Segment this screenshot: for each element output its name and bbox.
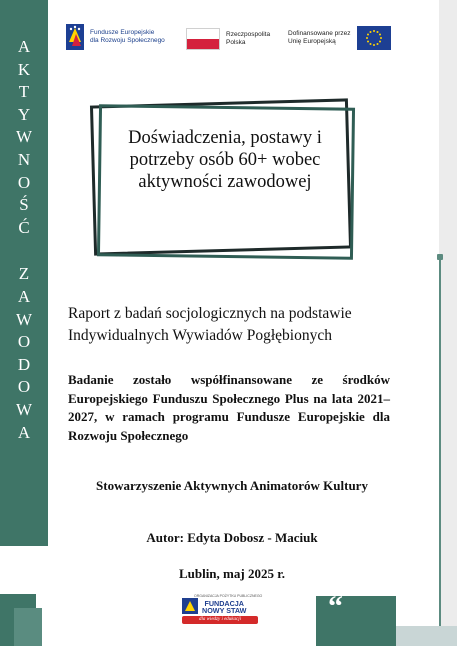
ribbon-letter: A — [17, 286, 31, 306]
ribbon-letter: W — [15, 399, 33, 419]
quote-mark-icon: “ — [328, 590, 343, 623]
logo-fundacja-nowy-staw — [180, 594, 263, 630]
ribbon-letter: T — [18, 82, 30, 102]
fundusze-europejskie-text: Fundusze Europejskie dla Rozwoju Społecznego — [90, 29, 165, 44]
nowy-staw-name: FUNDACJA NOWY STAW — [202, 599, 247, 616]
ribbon-lettering — [0, 36, 48, 444]
right-edge-strip — [439, 0, 457, 646]
footer-block-left-inner — [14, 608, 42, 646]
ribbon-letter: Ć — [18, 217, 30, 237]
ribbon-letter: W — [15, 127, 33, 147]
ribbon-letter: Ś — [19, 195, 29, 215]
funding-logos-bar — [66, 22, 406, 58]
polish-flag-icon — [186, 28, 220, 50]
ribbon-letter: A — [17, 422, 31, 442]
footer-block-right-light — [396, 626, 457, 646]
ribbon-letter: D — [17, 354, 31, 374]
accent-vertical-line — [439, 258, 441, 644]
ribbon-letter: W — [15, 309, 33, 329]
rzeczpospolita-text: Rzeczpospolita Polska — [226, 31, 271, 46]
nowy-staw-tagline: ORGANIZACJA POŻYTKU PUBLICZNEGO — [194, 594, 263, 598]
ribbon-letter: K — [17, 59, 31, 79]
nowy-staw-emblem-icon — [182, 598, 198, 614]
ribbon-letter: Z — [18, 264, 30, 284]
author-line: Autor: Edyta Dobosz - Maciuk — [146, 530, 318, 545]
ribbon-letter: N — [17, 149, 31, 169]
ribbon-letter: O — [17, 377, 31, 397]
logo-fundusze-europejskie — [66, 22, 165, 52]
report-title: Doświadczenia, postawy i potrzeby osób 60+ wobec aktywności zawodowej — [128, 128, 322, 192]
ribbon-letter: O — [17, 332, 31, 352]
ribbon-letter: Y — [17, 104, 31, 124]
organization-name: Stowarzyszenie Aktywnych Animatorów Kultury — [96, 478, 368, 493]
place-date: Lublin, maj 2025 r. — [178, 566, 286, 581]
ribbon-arrow-tip — [0, 510, 48, 546]
funding-statement: Badanie zostało współfinansowane ze środków Europejskiego Funduszu Społecznego Plus na lata 2021–2027, w ramach programu Fundusze Europejskie dla Rozwoju Społecznego — [68, 372, 390, 443]
logo-rzeczpospolita — [186, 28, 270, 50]
report-subtitle: Raport z badań socjologicznych na podstawie Indywidualnych Wywiadów Pogłębionych — [68, 305, 352, 344]
eu-flag-icon — [357, 26, 391, 50]
fundusze-europejskie-icon — [66, 22, 84, 52]
ribbon-letter: O — [17, 172, 31, 192]
side-ribbon — [0, 0, 48, 546]
title-frame — [88, 98, 360, 262]
logo-eu — [288, 26, 391, 50]
ribbon-letter: A — [17, 37, 31, 56]
eu-cofinanced-text: Dofinansowane przez Unię Europejską — [288, 30, 351, 45]
nowy-staw-slogan: dla wiedzy i edukacji — [198, 617, 242, 622]
